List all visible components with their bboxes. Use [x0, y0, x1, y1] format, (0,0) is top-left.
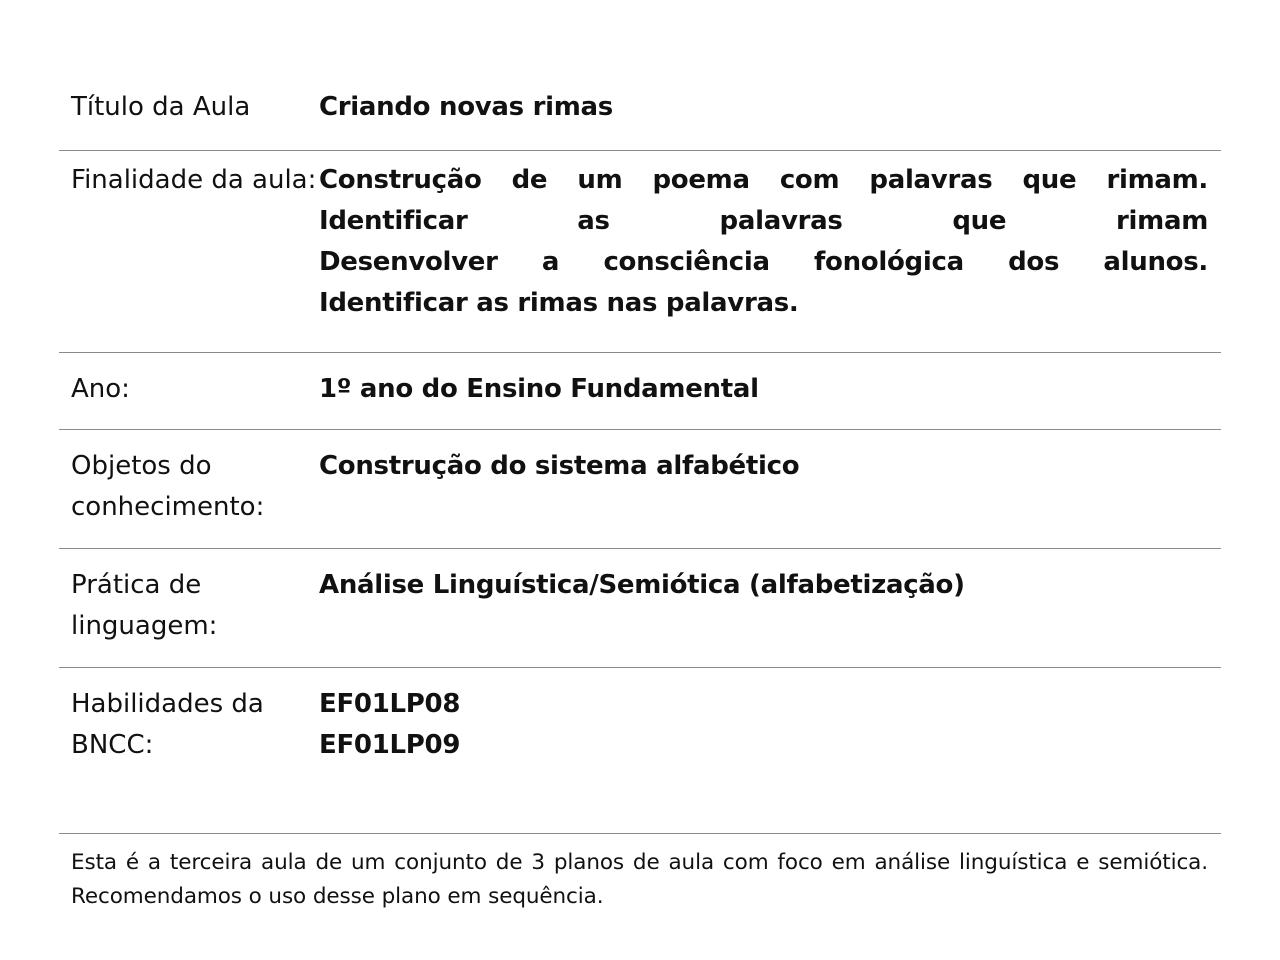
purpose-line: Desenvolver a consciência fonológica dos alunos.: [319, 247, 1208, 277]
knowledge-objects-value: Construção do sistema alfabético: [319, 451, 800, 481]
row-bncc-skills: [59, 668, 1221, 834]
row-lesson-title: [59, 78, 1221, 151]
bncc-skills-label: Habilidades da BNCC:: [71, 689, 264, 760]
row-knowledge-objects: [59, 430, 1221, 549]
sequence-note: Esta é a terceira aula de um conjunto de 3 planos de aula com foco em análise linguística e semiótica. Recomendamos o uso desse plano em sequência.: [71, 850, 1208, 909]
purpose-line: Identificar as rimas nas palavras.: [319, 288, 799, 318]
language-practice-label: Prática de linguagem:: [71, 570, 218, 641]
school-year-value: 1º ano do Ensino Fundamental: [319, 374, 759, 404]
lesson-purpose-label: Finalidade da aula:: [71, 165, 317, 195]
row-lesson-purpose: [59, 151, 1221, 353]
school-year-label: Ano:: [71, 374, 130, 404]
bncc-skill-code: EF01LP08: [319, 689, 461, 719]
row-school-year: [59, 353, 1221, 430]
knowledge-objects-label: Objetos do conhecimento:: [71, 451, 265, 522]
lesson-title-value: Criando novas rimas: [319, 92, 613, 122]
bncc-skills-value: [319, 684, 1208, 833]
language-practice-value: Análise Linguística/Semiótica (alfabetização): [319, 570, 965, 600]
purpose-line: Identificar as palavras que rimam: [319, 206, 1208, 236]
purpose-line: Construção de um poema com palavras que rimam.: [319, 165, 1208, 195]
lesson-plan-table: [59, 78, 1221, 914]
bncc-skill-code: EF01LP09: [319, 730, 461, 760]
row-language-practice: [59, 549, 1221, 668]
lesson-title-label: Título da Aula: [71, 92, 251, 122]
lesson-purpose-value: [319, 160, 1208, 352]
